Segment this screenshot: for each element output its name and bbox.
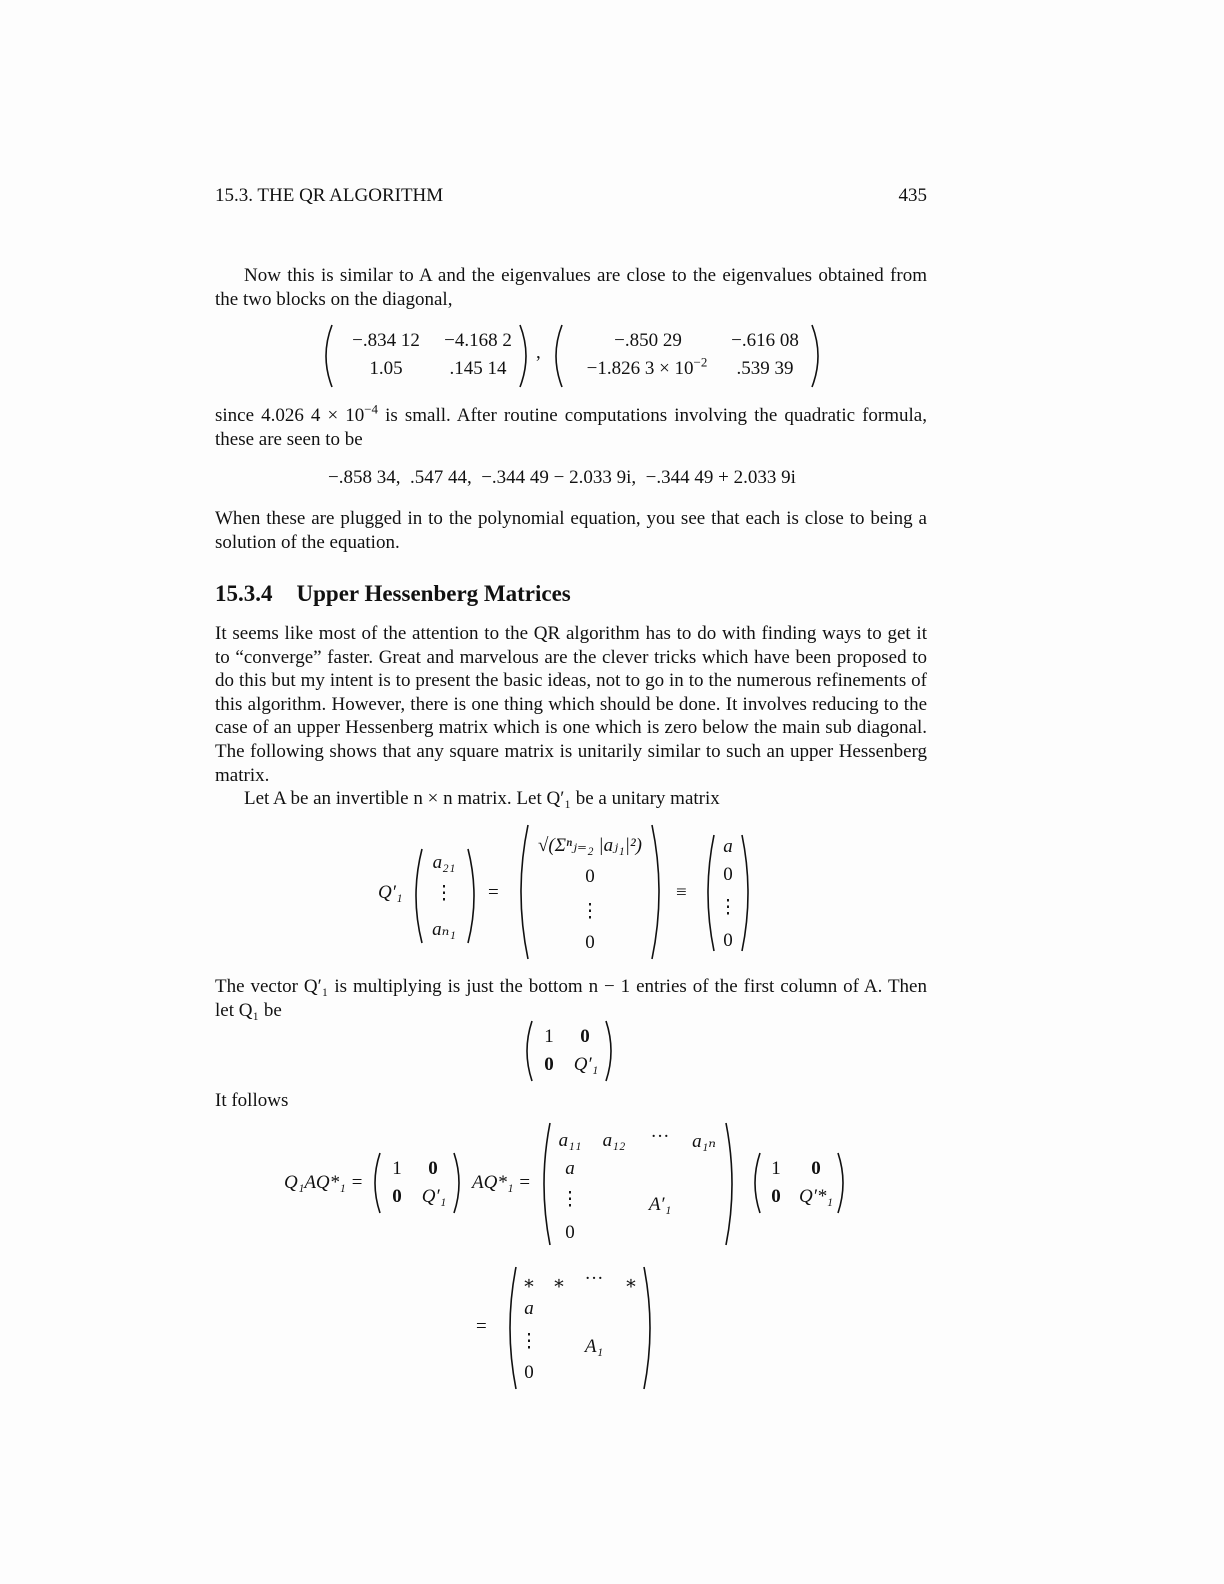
eq2-big-r1-3: a₁ₙ <box>692 1131 716 1152</box>
m2-cell-22: .539 39 <box>736 358 794 379</box>
left-paren-icon <box>700 834 716 952</box>
m1-cell-21: 1.05 <box>369 358 403 379</box>
left-paren-icon <box>536 1122 552 1246</box>
eq1-vec1-2: aₙ₁ <box>432 919 456 940</box>
q1-block-matrix <box>520 1020 620 1082</box>
running-header <box>215 185 927 207</box>
matrix-blocks-equation <box>310 322 830 392</box>
right-paren-icon <box>724 1122 740 1246</box>
eq1-equiv: ≡ <box>676 882 687 903</box>
q1-cell-21: 0 <box>544 1054 554 1075</box>
header-section: 15.3. THE QR ALGORITHM <box>215 185 444 206</box>
left-paren-icon <box>408 848 424 944</box>
p2-exponent: −4 <box>364 401 379 417</box>
left-paren-icon <box>368 1152 382 1214</box>
eq2-big-r1-0: a₁₁ <box>558 1130 582 1151</box>
m2-cell-21-base: −1.826 3 × 10 <box>586 358 694 379</box>
paragraph-6: The vector Q′₁ is multiplying is just the bottom n − 1 entries of the first column of A. Then let Q₁ be <box>215 976 927 1021</box>
eq3-equals: = <box>476 1316 487 1337</box>
right-paren-icon <box>642 1266 658 1390</box>
left-paren-icon <box>520 1020 534 1082</box>
eq2-block-12: 0 <box>428 1158 438 1179</box>
eq1-vec3-1: 0 <box>723 864 733 885</box>
eq2-block2-21: 0 <box>771 1186 781 1207</box>
eq3-r1-3: ∗ <box>624 1273 638 1294</box>
eq1-equals: = <box>488 882 499 903</box>
eq2-big-col-2: 0 <box>565 1222 575 1243</box>
right-paren-icon <box>836 1152 850 1214</box>
m2-cell-21-exp: −2 <box>693 354 708 370</box>
eq2-block2-11: 1 <box>771 1158 781 1179</box>
paragraph-5: Let A be an invertible n × n matrix. Let Q′₁ be a unitary matrix <box>244 788 720 809</box>
eq1-vec3-3: 0 <box>723 930 733 951</box>
eq2-big-r1-2: ··· <box>650 1126 670 1147</box>
eq1-lhs: Q′₁ <box>378 882 403 903</box>
m2-cell-12: −.616 08 <box>731 330 799 351</box>
eq3-col-2: 0 <box>524 1362 534 1383</box>
eq1-vec3-0: a <box>723 836 733 857</box>
m1-cell-22: .145 14 <box>449 358 507 379</box>
q1-cell-22: Q′₁ <box>573 1054 599 1075</box>
section-number: 15.3.4 <box>215 581 273 606</box>
right-paren-icon <box>452 1152 466 1214</box>
q1-cell-11: 1 <box>544 1026 554 1047</box>
m2-cell-11: −.850 29 <box>614 330 682 351</box>
left-paren-icon <box>512 824 530 960</box>
right-paren-icon <box>740 834 756 952</box>
left-paren-icon <box>748 1152 762 1214</box>
eigenvalue-list: −.858 34, .547 44, −.344 49 − 2.033 9i, −.344 49 + 2.033 9i <box>328 467 796 488</box>
equation-3 <box>474 1266 664 1390</box>
eq1-vec1-1: ⋮ <box>434 883 454 904</box>
eq2-block2-22: Q′*₁ <box>799 1186 833 1207</box>
paragraph-4: It seems like most of the attention to the QR algorithm has to do with finding ways to get it to “converge” faster. Great and marvelous are the clever tricks which have been proposed to do this but my intent is to present the basic ideas, not to go in to the numerous refinements of this algorithm. However, there is one thing which should be done. It involves reducing to the case of an upper Hessenberg matrix which is one which is zero below the main sub diagonal. The following shows that any square matrix is unitarily similar to such an upper Hessenberg matrix. <box>215 623 927 786</box>
equation-1 <box>370 824 770 960</box>
section-heading <box>215 581 571 607</box>
p2-part-a: since 4.026 4 × 10 <box>215 405 365 426</box>
eq1-vec2-1: 0 <box>585 866 595 887</box>
eq2-block-11: 1 <box>392 1158 402 1179</box>
eq3-col-1: ⋮ <box>519 1331 539 1352</box>
equation-2 <box>284 1122 854 1246</box>
left-paren-icon <box>318 324 334 388</box>
eq1-vec1-0: a₂₁ <box>432 852 456 873</box>
eq2-big-sub: A′₁ <box>648 1194 672 1215</box>
p2-part-b: is small. After routine computations involving the quadratic formula, these are seen to be <box>215 405 927 450</box>
page-number: 435 <box>898 185 927 206</box>
block-separator: , <box>536 342 541 363</box>
eq2-big-col-1: ⋮ <box>560 1189 580 1210</box>
left-paren-icon <box>548 324 564 388</box>
paragraph-1: Now this is similar to A and the eigenvalues are close to the eigenvalues obtained from the two blocks on the diagonal, <box>215 265 927 310</box>
right-paren-icon <box>650 824 668 960</box>
right-paren-icon <box>466 848 482 944</box>
eq1-vec2-2: ⋮ <box>580 901 600 922</box>
eq1-vec2-0: √(Σⁿⱼ₌₂ |aⱼ₁|²) <box>537 835 643 856</box>
eq2-lhs: Q₁AQ*₁ = <box>284 1172 364 1193</box>
eq2-big-r1-1: a₁₂ <box>602 1130 626 1151</box>
q1-cell-12: 0 <box>580 1026 590 1047</box>
eq1-vec2-3: 0 <box>585 932 595 953</box>
eq3-sub: A₁ <box>584 1336 604 1357</box>
m2-cell-21 <box>572 354 722 380</box>
eq3-col-0: a <box>524 1298 534 1319</box>
eq3-r1-1: ∗ <box>552 1273 566 1294</box>
eq1-vec3-2: ⋮ <box>718 897 738 918</box>
right-paren-icon <box>518 324 534 388</box>
paragraph-7: It follows <box>215 1090 289 1111</box>
eq2-block2-12: 0 <box>811 1158 821 1179</box>
eq2-block-22: Q′₁ <box>421 1186 447 1207</box>
eq2-mid: AQ*₁ = <box>472 1172 532 1193</box>
m1-cell-11: −.834 12 <box>352 330 420 351</box>
m1-cell-12: −4.168 2 <box>444 330 512 351</box>
right-paren-icon <box>604 1020 618 1082</box>
paragraph-3: When these are plugged in to the polynomial equation, you see that each is close to being a solution of the equation. <box>215 508 927 553</box>
eq3-r1-0: ∗ <box>522 1273 536 1294</box>
paragraph-2 <box>215 401 927 451</box>
eq2-big-col-0: a <box>565 1158 575 1179</box>
right-paren-icon <box>810 324 826 388</box>
eq3-r1-2: ··· <box>584 1268 604 1289</box>
eq2-block-21: 0 <box>392 1186 402 1207</box>
section-title: Upper Hessenberg Matrices <box>296 581 571 606</box>
left-paren-icon <box>502 1266 518 1390</box>
